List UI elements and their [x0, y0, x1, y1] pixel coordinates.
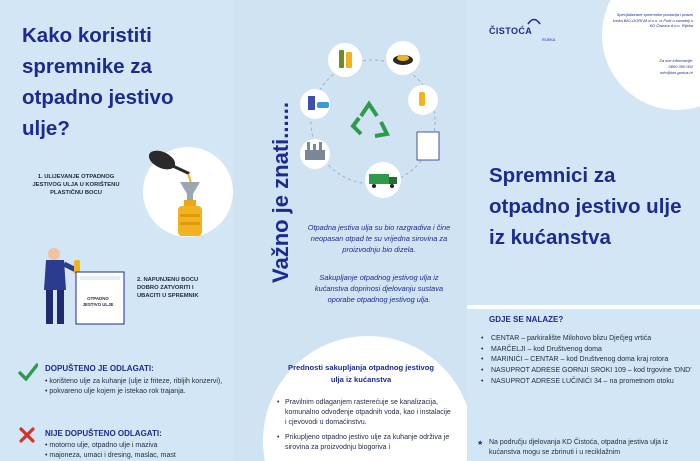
list-item: • korišteno ulje za kuhanje (ulje iz friteze, ribljih konzervi), — [45, 377, 235, 387]
contact-phone: 0800 300 002 — [668, 64, 693, 69]
list-item: • NASUPROT ADRESE GORNJI SROKI 109 – kod trgovine 'DND' — [481, 366, 696, 376]
star-icon: ★ — [477, 440, 484, 447]
checkmark-icon — [18, 362, 38, 382]
containers-title: Spremnici za otpadno jestivo ulje iz kućanstva — [489, 164, 682, 249]
biodegradable-text: Otpadna jestiva ulja su bio razgradiva i čine neopasan otpad te su vrijedna sirovina za proizvodnju bio dizela. — [307, 223, 451, 254]
list-item: • CENTAR – parkiralište Milohovo blizu Dječjeg vrtića — [481, 334, 696, 344]
panel-important — [233, 0, 467, 461]
list-item: • motorno ulje, otpadno ulje i maziva — [45, 441, 235, 451]
organization-info: Specijalizirane spremnike postavlja i prazni tvrtka BIO-GORIVA d.o.o. iz Pule u suradnji s KD Čistoća d.o.o. Rijeka — [612, 12, 693, 29]
important-vertical-title: Važno je znati...... — [268, 102, 293, 283]
container-label: OTPADNO JESTIVO ULJE — [82, 296, 114, 307]
allowed-list — [45, 377, 235, 396]
list-item: • pokvareno ulje kojem je istekao rok trajanja. — [45, 387, 235, 397]
locations-list — [481, 334, 696, 388]
brand-logo-icon — [527, 17, 541, 25]
allowed-title: DOPUŠTENO JE ODLAGATI: — [45, 364, 154, 373]
benefits-title: Prednosti sakupljanja otpadnog jestivog ulja iz kućanstva — [288, 363, 434, 384]
list-item: • MARINIĆI – CENTAR – kod Društvenog doma kraj rotora — [481, 355, 696, 365]
list-item: • NASUPROT ADRESE LUČINIĆI 34 – na prometnom otoku — [481, 377, 696, 387]
step1-label: 1. ULIJEVANJE OTPADNOG JESTIVOG ULJA U KORIŠTENU PLASTIČNU BOCU — [32, 174, 120, 196]
panel-containers — [467, 0, 700, 461]
forbidden-list — [45, 441, 235, 460]
locations-title: GDJE SE NALAZE? — [489, 315, 564, 324]
list-item: • majoneza, umaci i dresing, maslac, mast — [45, 451, 235, 461]
pour-oil-illustration — [140, 140, 235, 240]
brand-name: ČISTOĆA — [489, 26, 533, 36]
contact-title: Za sve informacije: — [659, 58, 693, 63]
collection-text: Sakupljanje otpadnog jestivog ulja iz kućanstva doprinosi djelovanju sustava oporabe otpadnog jestivog ulja. — [314, 273, 444, 304]
how-to-use-title: Kako koristiti spremnike za otpadno jestivo ulje? — [22, 24, 174, 140]
recycling-note: Na području djelovanja KD Čistoća, otpadna jestiva ulja iz kućanstva mogu se zbrinuti i u reciklažnim — [489, 439, 668, 457]
benefits-list — [277, 398, 452, 457]
brand-subtitle: RIJEKA — [542, 38, 556, 42]
person-container-illustration — [36, 246, 128, 328]
step2-label: 2. NAPUNJENU BOCU DOBRO ZATVORITI I UBACITI U SPREMNIK — [137, 277, 199, 299]
forbidden-title: NIJE DOPUŠTENO ODLAGATI: — [45, 429, 162, 438]
list-item: • Pravilnim odlaganjem rasterećuje se kanalizacija, komunalno odvođenje otpadnih voda, kao i instalacije i cjevovodi u domaćinstvu. — [277, 398, 452, 429]
list-item: • Prikupljeno otpadno jestivo ulje za kuhanje održiva je sirovina za proizvodnju biogoriva i — [277, 433, 452, 453]
contact-email: info@bio-goriva.hr — [660, 70, 693, 75]
list-item: • MARČELJI – kod Društvenog doma — [481, 345, 696, 355]
recycling-cycle-illustration — [295, 30, 445, 200]
panel-how-to-use — [0, 0, 233, 461]
cross-icon — [18, 426, 36, 444]
